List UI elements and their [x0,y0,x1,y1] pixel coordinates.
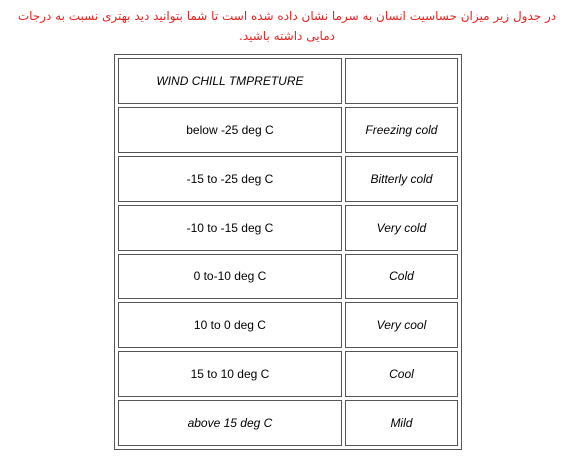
temperature-cell: -10 to -15 deg C [118,205,342,251]
table-row [118,205,458,251]
temperature-cell [118,107,342,153]
table-row [118,107,458,153]
intro-line-1: در جدول زیر میزان حساسیت انسان به سرما نشان داده شده است تا شما بتوانید دید بهتری نسبت به درجات [17,9,557,23]
sensation-cell: Very cool [345,302,458,348]
temperature-text: below -25 deg C [186,122,274,137]
table-row [118,351,458,397]
header-cell-empty [345,58,458,104]
table-row [118,400,458,446]
table-row [118,254,458,300]
temperature-cell: 0 to-10 deg C [118,254,342,300]
sensation-cell: Very cold [345,205,458,251]
table-row [118,302,458,348]
header-cell-temperature: WIND CHILL TMPRETURE [118,58,342,104]
wind-chill-table [114,54,462,450]
sensation-cell: Mild [345,400,458,446]
table-header-row [118,58,458,104]
temperature-cell: above 15 deg C [118,400,342,446]
intro-line-2: دمایی داشته باشید. [239,29,335,43]
sensation-cell: Freezing cold [345,107,458,153]
sensation-cell: Bitterly cold [345,156,458,202]
sensation-cell: Cool [345,351,458,397]
temperature-cell: 15 to 10 deg C [118,351,342,397]
intro-paragraph [8,6,566,46]
temperature-cell: -15 to -25 deg C [118,156,342,202]
table-row [118,156,458,202]
temperature-cell: 10 to 0 deg C [118,302,342,348]
sensation-cell: Cold [345,254,458,300]
